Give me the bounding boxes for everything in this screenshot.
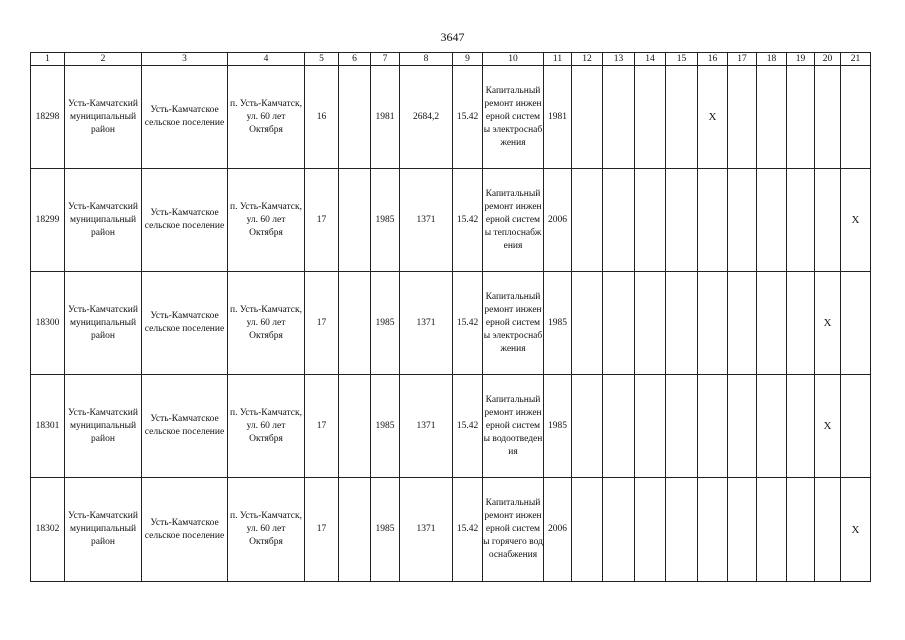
column-16-cell bbox=[698, 169, 728, 272]
column-15-cell bbox=[666, 478, 698, 582]
column-number: 18 bbox=[757, 53, 787, 66]
year-built-cell-text: 1985 bbox=[375, 420, 395, 431]
column-18-cell bbox=[757, 272, 787, 375]
year-built-cell bbox=[371, 478, 400, 582]
column-20-cell bbox=[815, 66, 841, 169]
district-cell bbox=[65, 375, 142, 478]
year-built-cell-text: 1985 bbox=[375, 317, 395, 328]
year-built-cell bbox=[371, 272, 400, 375]
column-18-cell bbox=[757, 375, 787, 478]
house-number-cell bbox=[305, 478, 339, 582]
address-cell bbox=[228, 66, 305, 169]
address-cell bbox=[228, 478, 305, 582]
column-13-cell bbox=[603, 272, 635, 375]
column-number: 14 bbox=[635, 53, 666, 66]
house-number-cell-text: 17 bbox=[316, 420, 327, 431]
column-number: 19 bbox=[787, 53, 815, 66]
district-cell-text: Усть-Камчатский муниципальный район bbox=[68, 98, 138, 135]
column-number: 20 bbox=[815, 53, 841, 66]
rate-cell bbox=[453, 478, 483, 582]
work-type-cell-text: Капитальный ремонт инженерной системы электроснабжения bbox=[483, 85, 543, 148]
rate-cell bbox=[453, 272, 483, 375]
column-number: 1 bbox=[31, 53, 65, 66]
housing-repair-table bbox=[30, 52, 871, 582]
area-cell-text: 1371 bbox=[416, 524, 436, 534]
column-20-cell bbox=[815, 375, 841, 478]
area-cell-text: 1371 bbox=[416, 420, 436, 431]
year-built-cell bbox=[371, 66, 400, 169]
column-18-cell bbox=[757, 66, 787, 169]
year-built-cell bbox=[371, 169, 400, 272]
column-number: 16 bbox=[698, 53, 728, 66]
area-cell bbox=[400, 272, 453, 375]
settlement-cell bbox=[142, 169, 228, 272]
rate-cell-text: 15.42 bbox=[456, 524, 479, 534]
column-number: 10 bbox=[483, 53, 544, 66]
year-built-cell bbox=[371, 375, 400, 478]
column-17-cell bbox=[728, 66, 757, 169]
address-cell bbox=[228, 272, 305, 375]
district-cell bbox=[65, 169, 142, 272]
work-type-cell-text: Капитальный ремонт инженерной системы горячего водоснабжения bbox=[483, 498, 543, 560]
column-20-cell bbox=[815, 478, 841, 582]
x-mark: X bbox=[708, 111, 717, 123]
column-13-cell bbox=[603, 66, 635, 169]
district-cell-text: Усть-Камчатский муниципальный район bbox=[68, 511, 138, 547]
column-number: 21 bbox=[841, 53, 871, 66]
column-17-cell bbox=[728, 272, 757, 375]
address-cell bbox=[228, 375, 305, 478]
column-12-cell bbox=[572, 478, 603, 582]
record-id-cell-text: 18300 bbox=[35, 317, 60, 328]
house-number-cell-text: 16 bbox=[316, 111, 327, 122]
column-19-cell bbox=[787, 66, 815, 169]
table-row bbox=[31, 272, 871, 375]
house-number-cell-text: 17 bbox=[316, 317, 327, 328]
column-number: 11 bbox=[544, 53, 572, 66]
x-mark: X bbox=[823, 317, 832, 329]
empty-cell bbox=[339, 169, 371, 272]
column-number: 5 bbox=[305, 53, 339, 66]
settlement-cell bbox=[142, 272, 228, 375]
x-mark: X bbox=[851, 214, 860, 226]
column-16-cell bbox=[698, 478, 728, 582]
house-number-cell bbox=[305, 272, 339, 375]
settlement-cell-text: Усть-Камчатское сельское поселение bbox=[144, 105, 225, 128]
last-repair-year-cell-text: 2006 bbox=[548, 524, 567, 534]
settlement-cell-text: Усть-Камчатское сельское поселение bbox=[144, 208, 225, 231]
record-id-cell bbox=[31, 272, 65, 375]
column-19-cell bbox=[787, 169, 815, 272]
column-19-cell bbox=[787, 478, 815, 582]
district-cell bbox=[65, 272, 142, 375]
year-built-cell-text: 1985 bbox=[375, 524, 395, 534]
rate-cell bbox=[453, 375, 483, 478]
column-17-cell bbox=[728, 169, 757, 272]
district-cell-text: Усть-Камчатский муниципальный район bbox=[68, 304, 138, 341]
column-16-cell bbox=[698, 272, 728, 375]
column-19-cell bbox=[787, 375, 815, 478]
year-built-cell-text: 1981 bbox=[375, 111, 395, 122]
house-number-cell bbox=[305, 66, 339, 169]
house-number-cell bbox=[305, 375, 339, 478]
area-cell bbox=[400, 169, 453, 272]
work-type-cell-text: Капитальный ремонт инженерной системы теплоснабжения bbox=[484, 188, 542, 251]
work-type-cell-text: Капитальный ремонт инженерной системы водоотведения bbox=[483, 394, 543, 457]
empty-cell bbox=[339, 375, 371, 478]
district-cell-text: Усть-Камчатский муниципальный район bbox=[68, 201, 138, 238]
work-type-cell bbox=[483, 272, 544, 375]
empty-cell bbox=[339, 66, 371, 169]
record-id-cell bbox=[31, 375, 65, 478]
district-cell bbox=[65, 478, 142, 582]
last-repair-year-cell bbox=[544, 169, 572, 272]
table-body bbox=[31, 66, 871, 582]
area-cell bbox=[400, 375, 453, 478]
area-cell-text: 2684,2 bbox=[412, 111, 440, 122]
empty-cell bbox=[339, 478, 371, 582]
column-number: 8 bbox=[400, 53, 453, 66]
column-16-cell bbox=[698, 66, 728, 169]
settlement-cell bbox=[142, 66, 228, 169]
last-repair-year-cell-text: 2006 bbox=[548, 214, 567, 225]
table-row bbox=[31, 169, 871, 272]
column-12-cell bbox=[572, 272, 603, 375]
column-21-cell bbox=[841, 169, 871, 272]
column-number: 13 bbox=[603, 53, 635, 66]
column-17-cell bbox=[728, 375, 757, 478]
column-20-cell bbox=[815, 169, 841, 272]
column-21-cell bbox=[841, 272, 871, 375]
settlement-cell bbox=[142, 478, 228, 582]
last-repair-year-cell bbox=[544, 375, 572, 478]
column-21-cell bbox=[841, 478, 871, 582]
address-cell-text: п. Усть-Камчатск, ул. 60 лет Октября bbox=[230, 201, 302, 238]
house-number-cell-text: 17 bbox=[316, 214, 327, 225]
record-id-cell-text: 18298 bbox=[35, 111, 60, 122]
area-cell-text: 1371 bbox=[416, 317, 436, 328]
column-number: 15 bbox=[666, 53, 698, 66]
address-cell-text: п. Усть-Камчатск, ул. 60 лет Октября bbox=[230, 98, 302, 135]
column-number: 17 bbox=[728, 53, 757, 66]
empty-cell bbox=[339, 272, 371, 375]
column-18-cell bbox=[757, 169, 787, 272]
x-mark: X bbox=[823, 420, 832, 432]
rate-cell bbox=[453, 169, 483, 272]
column-15-cell bbox=[666, 375, 698, 478]
column-13-cell bbox=[603, 478, 635, 582]
house-number-cell-text: 17 bbox=[316, 524, 327, 534]
area-cell bbox=[400, 478, 453, 582]
record-id-cell bbox=[31, 478, 65, 582]
record-id-cell-text: 18301 bbox=[35, 420, 60, 431]
column-18-cell bbox=[757, 478, 787, 582]
address-cell-text: п. Усть-Камчатск, ул. 60 лет Октября bbox=[230, 304, 302, 341]
work-type-cell-text: Капитальный ремонт инженерной системы электроснабжения bbox=[483, 291, 543, 354]
column-19-cell bbox=[787, 272, 815, 375]
work-type-cell bbox=[483, 375, 544, 478]
record-id-cell-text: 18302 bbox=[35, 524, 60, 534]
settlement-cell-text: Усть-Камчатское сельское поселение bbox=[144, 311, 225, 334]
column-number: 2 bbox=[65, 53, 142, 66]
column-13-cell bbox=[603, 169, 635, 272]
x-mark: X bbox=[851, 523, 860, 536]
area-cell-text: 1371 bbox=[416, 214, 436, 225]
column-21-cell bbox=[841, 375, 871, 478]
address-cell-text: п. Усть-Камчатск, ул. 60 лет Октября bbox=[230, 511, 302, 547]
settlement-cell bbox=[142, 375, 228, 478]
work-type-cell bbox=[483, 66, 544, 169]
column-21-cell bbox=[841, 66, 871, 169]
house-number-cell bbox=[305, 169, 339, 272]
column-14-cell bbox=[635, 478, 666, 582]
district-cell-text: Усть-Камчатский муниципальный район bbox=[68, 407, 138, 444]
address-cell bbox=[228, 169, 305, 272]
last-repair-year-cell-text: 1985 bbox=[548, 317, 567, 328]
last-repair-year-cell bbox=[544, 478, 572, 582]
column-17-cell bbox=[728, 478, 757, 582]
column-number: 3 bbox=[142, 53, 228, 66]
table-row bbox=[31, 375, 871, 478]
table-row bbox=[31, 66, 871, 169]
column-14-cell bbox=[635, 272, 666, 375]
last-repair-year-cell bbox=[544, 272, 572, 375]
rate-cell-text: 15.42 bbox=[456, 317, 479, 328]
column-15-cell bbox=[666, 66, 698, 169]
rate-cell bbox=[453, 66, 483, 169]
year-built-cell-text: 1985 bbox=[375, 214, 395, 225]
district-cell bbox=[65, 66, 142, 169]
rate-cell-text: 15.42 bbox=[456, 111, 479, 122]
column-12-cell bbox=[572, 169, 603, 272]
settlement-cell-text: Усть-Камчатское сельское поселение bbox=[144, 517, 225, 541]
record-id-cell-text: 18299 bbox=[35, 214, 60, 225]
column-15-cell bbox=[666, 169, 698, 272]
table-row bbox=[31, 478, 871, 582]
column-14-cell bbox=[635, 169, 666, 272]
settlement-cell-text: Усть-Камчатское сельское поселение bbox=[144, 414, 225, 437]
record-id-cell bbox=[31, 169, 65, 272]
column-20-cell bbox=[815, 272, 841, 375]
last-repair-year-cell bbox=[544, 66, 572, 169]
column-15-cell bbox=[666, 272, 698, 375]
work-type-cell bbox=[483, 169, 544, 272]
last-repair-year-cell-text: 1981 bbox=[548, 111, 567, 122]
area-cell bbox=[400, 66, 453, 169]
rate-cell-text: 15.42 bbox=[456, 420, 479, 431]
last-repair-year-cell-text: 1985 bbox=[548, 420, 567, 431]
column-12-cell bbox=[572, 375, 603, 478]
column-12-cell bbox=[572, 66, 603, 169]
column-number: 7 bbox=[371, 53, 400, 66]
work-type-cell bbox=[483, 478, 544, 582]
rate-cell-text: 15.42 bbox=[456, 214, 479, 225]
column-14-cell bbox=[635, 66, 666, 169]
column-13-cell bbox=[603, 375, 635, 478]
column-number-row bbox=[31, 53, 871, 66]
column-number: 12 bbox=[572, 53, 603, 66]
record-id-cell bbox=[31, 66, 65, 169]
column-number: 6 bbox=[339, 53, 371, 66]
column-14-cell bbox=[635, 375, 666, 478]
column-16-cell bbox=[698, 375, 728, 478]
column-number: 9 bbox=[453, 53, 483, 66]
address-cell-text: п. Усть-Камчатск, ул. 60 лет Октября bbox=[230, 407, 302, 444]
column-number: 4 bbox=[228, 53, 305, 66]
page-number: 3647 bbox=[440, 30, 465, 44]
